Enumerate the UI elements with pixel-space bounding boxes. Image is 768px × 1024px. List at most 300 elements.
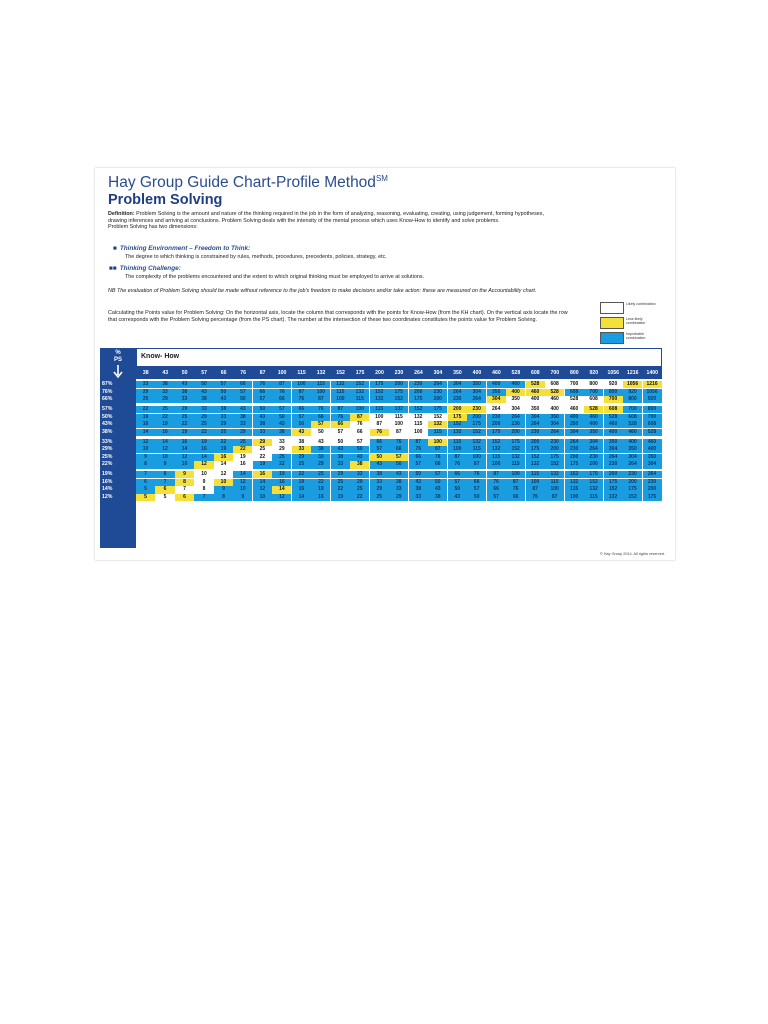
- points-cell: 66: [292, 406, 311, 413]
- know-how-column-header: 100: [277, 369, 287, 376]
- points-cell: 38: [233, 414, 252, 421]
- points-cell: 100: [565, 494, 584, 501]
- legend-swatch-likely: [600, 302, 624, 314]
- points-cell: 400: [526, 396, 545, 403]
- points-cell: 10: [214, 479, 233, 486]
- points-cell: 16: [194, 446, 213, 453]
- points-cell: 132: [604, 494, 623, 501]
- points-cell: 33: [350, 471, 369, 478]
- points-cell: 87: [428, 446, 447, 453]
- points-cell: 264: [467, 396, 486, 403]
- points-cell: 100: [448, 446, 467, 453]
- points-cell: 152: [370, 389, 389, 396]
- points-cell: 22: [331, 486, 350, 493]
- points-cell: 200: [565, 454, 584, 461]
- points-cell: 115: [350, 396, 369, 403]
- ps-header: PS: [113, 357, 122, 363]
- points-cell: 200: [506, 429, 525, 436]
- points-cell: 43: [194, 389, 213, 396]
- points-cell: 50: [389, 461, 408, 468]
- points-cell: 100: [370, 414, 389, 421]
- points-cell: 920: [623, 389, 642, 396]
- points-cell: 920: [643, 396, 662, 403]
- points-cell: 115: [565, 486, 584, 493]
- points-cell: 38: [155, 381, 174, 388]
- points-cell: 14: [272, 486, 291, 493]
- points-cell: 19: [175, 429, 194, 436]
- points-cell: 264: [506, 414, 525, 421]
- points-cell: 33: [233, 421, 252, 428]
- points-cell: 76: [506, 486, 525, 493]
- points-cell: 132: [526, 461, 545, 468]
- points-cell: 76: [428, 454, 447, 461]
- points-cell: 19: [214, 446, 233, 453]
- points-cell: 175: [467, 421, 486, 428]
- know-how-column-header: 115: [297, 369, 306, 376]
- points-cell: 19: [311, 486, 330, 493]
- know-how-column-header: 400: [472, 369, 482, 376]
- points-cell: 304: [565, 429, 584, 436]
- points-cell: 175: [584, 471, 603, 478]
- points-cell: 400: [545, 406, 564, 413]
- points-cell: 14: [136, 429, 155, 436]
- points-cell: 22: [292, 471, 311, 478]
- points-cell: 230: [409, 381, 428, 388]
- points-cell: 57: [272, 406, 291, 413]
- points-cell: 10: [155, 454, 174, 461]
- points-cell: 43: [214, 396, 233, 403]
- points-cell: 57: [487, 494, 506, 501]
- points-cell: 12: [175, 454, 194, 461]
- points-cell: 304: [604, 446, 623, 453]
- points-cell: 460: [623, 429, 642, 436]
- points-cell: 608: [643, 421, 662, 428]
- calculation-instructions: Calculating the Points value for Problem Solving: On the horizontal axis, locate the column that corresponds with the points for Know-How (from the KH chart). On the vertical axis locate the row that corresponds with the Problem Solving percentage (from the PS chart). The number at the intersection of these two coordinates constitutes the points value for Problem Solving.: [108, 310, 568, 323]
- points-cell: 66: [389, 446, 408, 453]
- points-cell: 100: [311, 389, 330, 396]
- know-how-column-header: 1216: [626, 369, 639, 376]
- definition-paragraph: Definition: Problem Solving is the amount and nature of the thinking required in the job in the form of analyzing, reasoning, evaluating, creating, using judgement, forming hypotheses, drawing inferences and arriving at conclusions. Problem Solving deals with the intensity of the mental process which uses Know-How to identify and solve problems. Problem Solving has two dimensions:: [108, 211, 544, 231]
- legend-swatch-less-likely: [600, 317, 624, 329]
- points-cell: 29: [292, 454, 311, 461]
- points-cell: 264: [604, 454, 623, 461]
- points-cell: 528: [526, 381, 545, 388]
- points-cell: 528: [545, 389, 564, 396]
- percent-row-label: 16%: [102, 478, 113, 485]
- points-cell: 1216: [643, 381, 662, 388]
- points-cell: 152: [565, 471, 584, 478]
- points-cell: 25: [214, 429, 233, 436]
- points-cell: 152: [350, 381, 369, 388]
- points-cell: 700: [623, 406, 642, 413]
- dimension-2-text: The complexity of the problems encountered and the extent to which original thinking must be employed to arrive at solutions.: [125, 274, 425, 280]
- know-how-column-header: 50: [181, 369, 188, 376]
- points-cell: 132: [428, 421, 447, 428]
- points-cell: 5: [136, 494, 155, 501]
- points-cell: 8: [136, 461, 155, 468]
- points-cell: 66: [350, 429, 369, 436]
- points-cell: 50: [428, 479, 447, 486]
- know-how-column-header: 920: [589, 369, 599, 376]
- points-cell: 230: [428, 389, 447, 396]
- percent-row-label: 38%: [102, 428, 113, 435]
- points-cell: 100: [506, 471, 525, 478]
- points-cell: 264: [448, 389, 467, 396]
- know-how-column-header: 57: [201, 369, 208, 376]
- points-cell: 230: [584, 454, 603, 461]
- points-cell: 66: [467, 479, 486, 486]
- points-cell: 8: [175, 479, 194, 486]
- points-cell: 14: [253, 479, 272, 486]
- points-cell: 66: [331, 421, 350, 428]
- percent-row-label: 76%: [102, 388, 113, 395]
- points-cell: 200: [467, 414, 486, 421]
- know-how-column-header: 87: [259, 369, 266, 376]
- know-how-columns: [136, 367, 662, 379]
- points-cell: 304: [623, 454, 642, 461]
- points-cell: 76: [370, 429, 389, 436]
- points-cell: 264: [545, 429, 564, 436]
- points-cell: 608: [584, 396, 603, 403]
- points-cell: 152: [584, 479, 603, 486]
- points-cell: 25: [331, 479, 350, 486]
- points-cell: 400: [584, 421, 603, 428]
- points-cell: 1056: [643, 389, 662, 396]
- points-cell: 19: [194, 439, 213, 446]
- points-cell: 115: [331, 389, 350, 396]
- points-cell: 115: [311, 381, 330, 388]
- know-how-header: [136, 348, 662, 367]
- points-cell: 19: [272, 471, 291, 478]
- points-cell: 22: [175, 421, 194, 428]
- points-cell: 132: [350, 389, 369, 396]
- points-cell: 175: [448, 414, 467, 421]
- points-cell: 66: [233, 381, 252, 388]
- points-cell: 115: [428, 429, 447, 436]
- points-cell: 200: [409, 389, 428, 396]
- points-cell: 57: [370, 446, 389, 453]
- know-how-column-header: 132: [316, 369, 326, 376]
- points-cell: 57: [253, 396, 272, 403]
- points-cell: 528: [565, 396, 584, 403]
- points-cell: 38: [253, 421, 272, 428]
- points-cell: 304: [584, 439, 603, 446]
- points-cell: 9: [155, 461, 174, 468]
- points-cell: 76: [389, 439, 408, 446]
- know-how-column-header: 264: [414, 369, 423, 376]
- know-how-column-header: 800: [569, 369, 579, 376]
- points-cell: 6: [136, 479, 155, 486]
- points-cell: 25: [194, 421, 213, 428]
- problem-solving-table: [100, 348, 662, 548]
- points-cell: 132: [370, 396, 389, 403]
- points-cell: 460: [545, 396, 564, 403]
- points-grid: [136, 381, 662, 546]
- legend-label-less-likely: Less likely combination: [626, 317, 646, 325]
- points-cell: 100: [526, 479, 545, 486]
- points-cell: 528: [623, 421, 642, 428]
- points-cell: 115: [370, 406, 389, 413]
- points-cell: 264: [526, 421, 545, 428]
- points-cell: 152: [428, 414, 447, 421]
- points-cell: 7: [155, 479, 174, 486]
- points-cell: 132: [331, 381, 350, 388]
- points-cell: 66: [487, 486, 506, 493]
- legend-label-likely: Likely combination: [626, 302, 656, 306]
- points-cell: 152: [487, 439, 506, 446]
- points-cell: 43: [331, 446, 350, 453]
- points-cell: 33: [155, 389, 174, 396]
- points-cell: 230: [526, 429, 545, 436]
- points-cell: 25: [292, 461, 311, 468]
- percent-row-label: 33%: [102, 438, 113, 445]
- points-cell: 50: [467, 494, 486, 501]
- points-cell: 10: [136, 446, 155, 453]
- points-cell: 304: [643, 461, 662, 468]
- points-cell: 115: [545, 479, 564, 486]
- points-cell: 25: [272, 454, 291, 461]
- know-how-column-header: 460: [492, 369, 501, 376]
- points-cell: 87: [350, 414, 369, 421]
- points-cell: 29: [350, 479, 369, 486]
- points-cell: 700: [584, 389, 603, 396]
- know-how-column-header: 1056: [607, 369, 620, 376]
- points-cell: 800: [623, 396, 642, 403]
- points-cell: 76: [487, 479, 506, 486]
- points-cell: 200: [643, 486, 662, 493]
- points-cell: 230: [467, 406, 486, 413]
- points-cell: 115: [526, 471, 545, 478]
- points-cell: 33: [370, 479, 389, 486]
- points-cell: 132: [584, 486, 603, 493]
- points-cell: 43: [292, 429, 311, 436]
- legend-swatch-improbable: [600, 332, 624, 344]
- points-cell: 132: [467, 439, 486, 446]
- points-cell: 16: [214, 454, 233, 461]
- points-cell: 76: [272, 389, 291, 396]
- points-cell: 57: [409, 461, 428, 468]
- points-cell: 9: [194, 479, 213, 486]
- points-cell: 7: [194, 494, 213, 501]
- points-cell: 22: [253, 454, 272, 461]
- points-cell: 230: [623, 471, 642, 478]
- points-cell: 43: [409, 479, 428, 486]
- points-cell: 6: [155, 486, 174, 493]
- points-cell: 152: [506, 446, 525, 453]
- points-cell: 350: [604, 439, 623, 446]
- points-cell: 264: [584, 446, 603, 453]
- points-cell: 115: [487, 454, 506, 461]
- points-cell: 50: [253, 406, 272, 413]
- nb-note: NB The evaluation of Problem Solving should be made without reference to the job's freedom to make decisions and/or take action: these are measured on the Accountability chart.: [108, 288, 537, 294]
- points-cell: 43: [428, 486, 447, 493]
- know-how-column-header: 304: [433, 369, 443, 376]
- points-cell: 175: [409, 396, 428, 403]
- points-cell: 14: [233, 471, 252, 478]
- points-cell: 16: [233, 461, 252, 468]
- know-how-column-header: 608: [531, 369, 540, 376]
- points-cell: 350: [467, 381, 486, 388]
- percent-row-label: 12%: [102, 494, 113, 500]
- points-cell: 115: [506, 461, 525, 468]
- copyright: © Hay Group 2014. All rights reserved.: [599, 552, 665, 556]
- points-cell: 200: [428, 396, 447, 403]
- points-cell: 76: [350, 421, 369, 428]
- points-cell: 33: [409, 494, 428, 501]
- points-cell: 12: [194, 461, 213, 468]
- points-cell: 5: [136, 486, 155, 493]
- points-cell: 264: [623, 461, 642, 468]
- points-cell: 230: [506, 421, 525, 428]
- points-cell: 33: [214, 414, 233, 421]
- points-cell: 200: [584, 461, 603, 468]
- points-cell: 57: [428, 471, 447, 478]
- points-cell: 66: [506, 494, 525, 501]
- know-how-column-header: 1400: [646, 369, 659, 376]
- points-cell: 304: [506, 406, 525, 413]
- percent-row-label: 43%: [102, 421, 113, 428]
- points-cell: 350: [584, 429, 603, 436]
- points-cell: 400: [506, 389, 525, 396]
- points-cell: 304: [467, 389, 486, 396]
- points-cell: 19: [136, 414, 155, 421]
- points-cell: 100: [409, 429, 428, 436]
- points-cell: 29: [311, 461, 330, 468]
- points-cell: 175: [565, 461, 584, 468]
- points-cell: 76: [253, 381, 272, 388]
- points-cell: 29: [370, 486, 389, 493]
- points-cell: 175: [389, 389, 408, 396]
- points-cell: 87: [467, 461, 486, 468]
- points-cell: 50: [214, 389, 233, 396]
- points-cell: 100: [350, 406, 369, 413]
- points-cell: 5: [155, 494, 174, 501]
- points-cell: 608: [604, 406, 623, 413]
- points-cell: 14: [194, 454, 213, 461]
- points-cell: 22: [233, 446, 252, 453]
- points-cell: 43: [448, 494, 467, 501]
- points-cell: 350: [643, 454, 662, 461]
- points-cell: 16: [272, 479, 291, 486]
- points-cell: 87: [272, 381, 291, 388]
- points-cell: 175: [623, 486, 642, 493]
- points-cell: 460: [565, 406, 584, 413]
- percent-row-label: 29%: [102, 446, 113, 453]
- points-cell: 76: [409, 446, 428, 453]
- know-how-column-header: 43: [162, 369, 169, 376]
- points-cell: 608: [545, 381, 564, 388]
- points-cell: 76: [467, 471, 486, 478]
- points-cell: 528: [604, 414, 623, 421]
- points-cell: 57: [350, 439, 369, 446]
- points-cell: 50: [409, 471, 428, 478]
- points-cell: 132: [487, 446, 506, 453]
- points-cell: 152: [467, 429, 486, 436]
- know-how-column-header: 200: [375, 369, 384, 376]
- points-cell: 400: [604, 429, 623, 436]
- points-cell: 38: [428, 494, 447, 501]
- know-how-column-header: 152: [336, 369, 345, 376]
- points-cell: 87: [292, 389, 311, 396]
- points-cell: 16: [136, 421, 155, 428]
- points-cell: 29: [253, 439, 272, 446]
- points-cell: 350: [623, 446, 642, 453]
- points-cell: 50: [233, 396, 252, 403]
- points-cell: 22: [311, 479, 330, 486]
- points-cell: 38: [331, 454, 350, 461]
- points-cell: 33: [194, 406, 213, 413]
- points-cell: 57: [448, 479, 467, 486]
- points-cell: 22: [350, 494, 369, 501]
- points-cell: 6: [175, 494, 194, 501]
- points-cell: 87: [311, 396, 330, 403]
- points-cell: 76: [448, 461, 467, 468]
- points-cell: 14: [292, 494, 311, 501]
- points-cell: 350: [487, 389, 506, 396]
- points-cell: 12: [136, 439, 155, 446]
- points-cell: 33: [136, 381, 155, 388]
- points-cell: 200: [623, 479, 642, 486]
- points-cell: 57: [389, 454, 408, 461]
- points-cell: 29: [175, 406, 194, 413]
- points-cell: 38: [350, 461, 369, 468]
- know-how-column-header: 76: [240, 369, 247, 376]
- dimension-2-title: ■■ Thinking Challenge:: [109, 265, 181, 272]
- points-cell: 152: [604, 486, 623, 493]
- points-cell: 200: [487, 421, 506, 428]
- know-how-label: Know- How: [141, 353, 180, 360]
- points-cell: 57: [214, 381, 233, 388]
- points-cell: 29: [136, 389, 155, 396]
- points-cell: 57: [292, 414, 311, 421]
- points-cell: 16: [155, 429, 174, 436]
- points-cell: 22: [136, 406, 155, 413]
- points-cell: 19: [155, 421, 174, 428]
- percent-row-label: 19%: [102, 471, 113, 478]
- points-cell: 33: [292, 446, 311, 453]
- points-cell: 800: [604, 389, 623, 396]
- points-cell: 800: [584, 381, 603, 388]
- points-cell: 230: [604, 461, 623, 468]
- points-cell: 10: [233, 486, 252, 493]
- points-cell: 460: [526, 389, 545, 396]
- points-cell: 800: [643, 406, 662, 413]
- points-cell: 25: [253, 446, 272, 453]
- points-cell: 700: [643, 414, 662, 421]
- points-cell: 460: [506, 381, 525, 388]
- points-cell: 12: [155, 446, 174, 453]
- points-cell: 38: [194, 396, 213, 403]
- points-cell: 230: [565, 446, 584, 453]
- points-cell: 29: [272, 446, 291, 453]
- points-cell: 9: [136, 454, 155, 461]
- points-cell: 100: [389, 421, 408, 428]
- points-cell: 100: [467, 454, 486, 461]
- points-cell: 175: [370, 381, 389, 388]
- points-cell: 19: [253, 461, 272, 468]
- points-cell: 100: [545, 486, 564, 493]
- points-cell: 264: [565, 439, 584, 446]
- points-cell: 152: [389, 396, 408, 403]
- points-cell: 29: [214, 421, 233, 428]
- points-cell: 460: [604, 421, 623, 428]
- points-cell: 350: [506, 396, 525, 403]
- points-cell: 50: [272, 414, 291, 421]
- points-cell: 43: [233, 406, 252, 413]
- points-cell: 200: [545, 446, 564, 453]
- points-cell: 57: [233, 389, 252, 396]
- points-cell: 50: [311, 429, 330, 436]
